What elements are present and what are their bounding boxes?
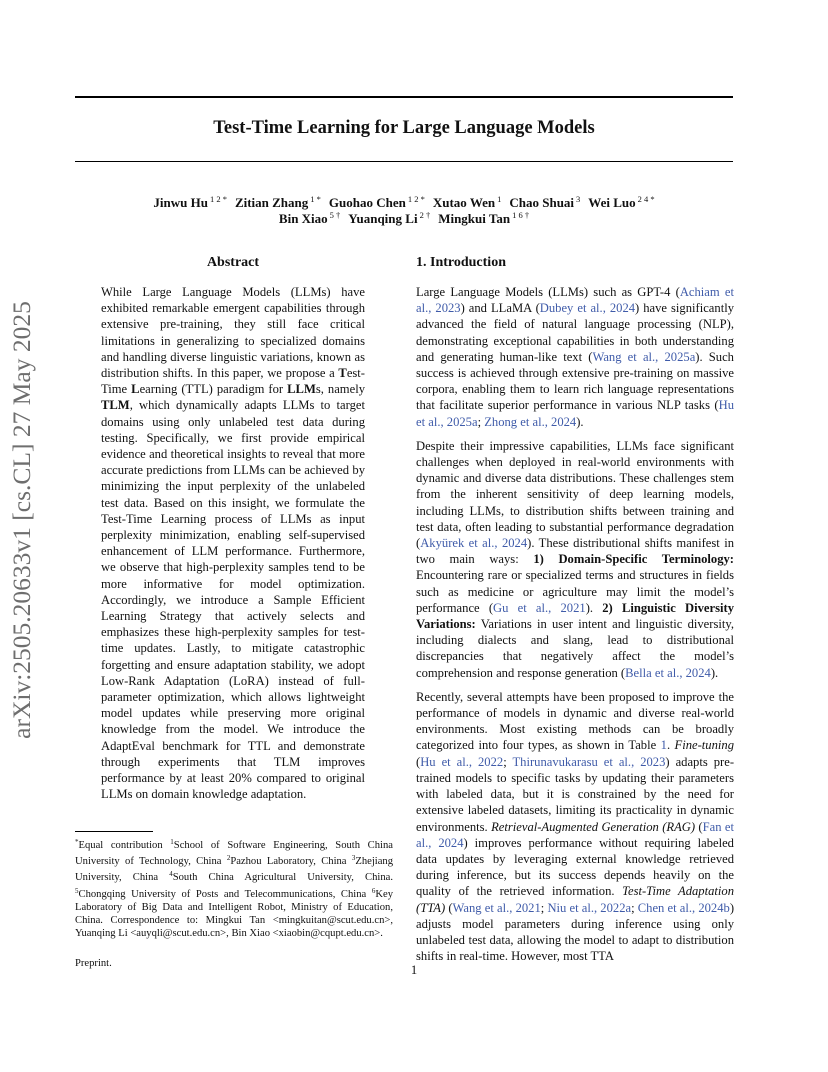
text-run: ). <box>576 414 584 429</box>
citation-link[interactable]: Hu et al., 2025a <box>416 398 734 429</box>
text-run: ) adapts pre-trained models to specific tasks by updating their parameters with labeled data, but it is constrained by the need for extensive labeled datasets, limiting its practicality in dynamic environments. <box>416 754 735 834</box>
affiliations-footnote <box>75 836 393 940</box>
author-affiliation-marks: 2 † <box>419 210 431 220</box>
text-run: Variations in user intent and linguistic diversity, including dialects and slang, lead to distributional discrepancies that negatively affect the model’s comprehension and response generation ( <box>416 617 734 680</box>
author-affiliation-marks: 1 2 * <box>407 194 425 204</box>
footnote-mark: 3 <box>351 854 356 863</box>
citation-link[interactable]: Thirunavukarasu et al., 2023 <box>512 754 666 769</box>
title-rule-bottom <box>75 161 733 162</box>
text-run: s, namely <box>315 382 365 397</box>
text-run: ) have significantly advanced the field of natural language processing (NLP), demonstrating exceptional capabilities in both understanding and generating human-like text ( <box>416 301 734 364</box>
bold-text: LLM <box>287 382 316 397</box>
bold-text: T <box>338 366 347 381</box>
italic-text: Fine-tuning <box>674 738 734 753</box>
preprint-label: Preprint. <box>75 958 112 969</box>
text-run: ). Such success is achieved through extensive pre-training on massive corpora, enabling them to learn rich language representations that facilitate superior performance in various NLP tasks ( <box>416 349 734 413</box>
text-run: ) and LLaMA ( <box>460 301 540 316</box>
author-list-line-2 <box>75 207 733 227</box>
citation-link[interactable]: Akyürek et al., 2024 <box>420 536 528 551</box>
text-run: Despite their impressive capabilities, LLMs face significant challenges when deployed in real-world environments with dynamic and diverse data distributions. These challenges stem from the inherent sensitivity of deep learning models, including LLMs, to distribution shifts between training and test data, often leading to substantial performance degradation ( <box>416 438 734 551</box>
text-run: ) adjusts model parameters during inference using only unlabeled test data, allowing the model to adapt to distribution shifts in real-time. However, most TTA <box>416 900 735 964</box>
introduction-body <box>416 284 734 964</box>
author-name: Chao Shuai $^3$ <box>509 194 581 210</box>
author-affiliation-marks: 1 2 * <box>209 194 227 204</box>
bold-text: 2) Linguistic Diversity Variations: <box>416 600 734 632</box>
author-name: Zitian Zhang $^{1 *}$ <box>234 194 321 210</box>
bold-text: TLM <box>101 398 130 413</box>
citation-link[interactable]: Chen et al., 2024b <box>637 900 730 915</box>
citation-link[interactable]: Achiam et al., 2023 <box>416 285 734 316</box>
text-run: Large Language Models (LLMs) such as GPT-4 ( <box>416 285 680 299</box>
citation-link[interactable]: Bella et al., 2024 <box>625 665 711 680</box>
citation-link[interactable]: Niu et al., 2022a <box>547 900 632 915</box>
author-name: Yuanqing Li $^{2 \dagger}$ <box>348 210 431 226</box>
text-run: ; <box>503 754 513 769</box>
author-affiliation-marks: 1 * <box>310 194 321 204</box>
author-affiliation-marks: 3 <box>576 194 581 204</box>
arxiv-identifier: arXiv:2505.20633v1 [cs.CL] 27 May 2025 <box>7 301 36 739</box>
text-run: est-Time <box>101 366 365 397</box>
introduction-paragraph <box>416 689 734 964</box>
author-name: Guohao Chen $^{1 2 *}$ <box>328 194 425 210</box>
footnote-mark: * <box>75 838 79 846</box>
introduction-heading: 1. Introduction <box>416 255 506 270</box>
bold-text: L <box>131 382 140 397</box>
text-run: , which dynamically adapts LLMs to target domains using only unlabeled test data during testing. Specifically, we first provide empirical evidence and theoretical insights to reveal that more accurate predictions from LLMs can be achieved by minimizing the input perplexity of the unlabeled test data. Based on this insight, we formulate the Test-Time Learning process of LLMs as input perplexity minimization, enabling self-supervised enhancement of LLM performance. Furthermore, we observe that high-perplexity samples tend to be more informative for model optimization. Accordingly, we introduce a Sample Efficient Learning Strategy that actively selects and emphasizes these high-perplexity samples for test-time updates. Lastly, to mitigate catastrophic forgetting and ensure adaptation stability, we adopt Low-Rank Adaptation (LoRA) instead of full-parameter optimization, which allows lightweight model updates while preserving more original knowledge from the model. We introduce the AdaptEval benchmark for TTL and demonstrate through experiments that TLM improves performance by at least 20% compared to original LLMs on domain knowledge adaptation. <box>101 398 365 802</box>
citation-link[interactable]: Hu et al., 2022 <box>420 754 504 769</box>
introduction-column <box>416 254 734 972</box>
citation-link[interactable]: 1 <box>660 738 667 753</box>
text-run: ). These distributional shifts manifest in two main ways: <box>416 536 734 567</box>
text-run: Encountering rare or specialized terms and structures in fields such as medicine or agriculture may limit the model’s performance ( <box>416 568 734 615</box>
text-run: Chongqing University of Posts and Telecommunications, China <box>78 888 372 900</box>
page-number: 1 <box>410 963 418 977</box>
author-affiliation-marks: 2 4 * <box>637 194 655 204</box>
text-run: earning (TTL) paradigm for <box>139 382 288 397</box>
text-run: School of Software Engineering, South China University of Technology, China <box>75 840 393 868</box>
bold-text: 1) Domain-Specific Terminology: <box>533 552 735 567</box>
introduction-paragraph <box>416 438 734 681</box>
paper-title: Test-Time Learning for Large Language Models <box>213 118 595 138</box>
author-name: Jinwu Hu $^{1 2 *}$ <box>153 194 227 210</box>
author-affiliation-marks: 1 6 † <box>512 210 530 220</box>
citation-link[interactable]: Gu et al., 2021 <box>493 600 586 615</box>
author-name: Bin Xiao $^{5 \dagger}$ <box>278 210 341 226</box>
text-run: ; <box>477 414 485 429</box>
text-run: ; <box>631 900 638 915</box>
citation-link[interactable]: Fan et al., 2024 <box>416 819 734 850</box>
abstract-column <box>101 254 365 811</box>
author-name: Xutao Wen $^1$ <box>432 194 502 210</box>
introduction-paragraph <box>416 284 734 430</box>
text-run: ) improves performance without requiring labeled data updates by leveraging external knowledge retrieved during inference, but its success depends heavily on the quality of the retrieved information. <box>416 835 734 899</box>
text-run: ( <box>416 754 421 769</box>
title-rule-top <box>75 96 733 98</box>
text-run: ( <box>445 900 453 915</box>
citation-link[interactable]: Zhong et al., 2024 <box>484 414 577 429</box>
footnote-mark: 6 <box>371 886 376 895</box>
text-run: ; <box>540 900 548 915</box>
author-affiliation-marks: 1 <box>497 194 502 204</box>
text-run: While Large Language Models (LLMs) have exhibited remarkable emergent capabilities through extensive pre-training, they still face critical limitations in generalizing to specialized domains and handling diverse linguistic variations, known as distribution shifts. In this paper, we propose a <box>101 285 365 381</box>
footnote-rule <box>75 831 153 832</box>
text-run: South China Agricultural University, China. <box>172 872 393 884</box>
text-run: Zhejiang University, China <box>75 856 393 884</box>
italic-text: Retrieval-Augmented Generation (RAG) <box>491 819 696 834</box>
footnote-mark: 1 <box>170 838 174 846</box>
citation-link[interactable]: Wang et al., 2025a <box>592 349 696 364</box>
text-run: Pazhou Laboratory, China <box>230 856 352 868</box>
text-run: . <box>666 738 675 753</box>
text-run: Recently, several attempts have been proposed to improve the performance of models in dynamic and diverse real-world environments. Most existing methods can be broadly categorized into four types, as shown in Table <box>416 689 734 753</box>
abstract-body <box>101 284 365 803</box>
footnote-mark: 2 <box>226 854 231 863</box>
abstract-heading: Abstract <box>206 255 260 270</box>
author-name: Wei Luo $^{2 4 *}$ <box>588 194 655 210</box>
text-run: Equal contribution <box>78 840 171 851</box>
citation-link[interactable]: Wang et al., 2021 <box>452 900 541 915</box>
text-run: Key Laboratory of Big Data and Intelligent Robot, Ministry of Education, China. Correspondence to: Mingkui Tan <mingkuitan@scut.edu.cn>, Yuanqing Li <auyqli@scut.edu.cn>, Bin Xiao <xiaobin@cqupt.edu.cn>. <box>75 888 393 940</box>
text-run: ( <box>695 819 703 834</box>
footnote-mark: 5 <box>75 886 79 895</box>
text-run: ). <box>710 665 719 680</box>
text-run: ). <box>585 600 603 615</box>
italic-text: Test-Time Adaptation (TTA) <box>416 884 734 915</box>
citation-link[interactable]: Dubey et al., 2024 <box>539 301 636 316</box>
author-name: Mingkui Tan $^{1 6 \dagger}$ <box>438 210 530 226</box>
footnote-mark: 4 <box>169 870 173 879</box>
author-affiliation-marks: 5 † <box>329 210 341 220</box>
